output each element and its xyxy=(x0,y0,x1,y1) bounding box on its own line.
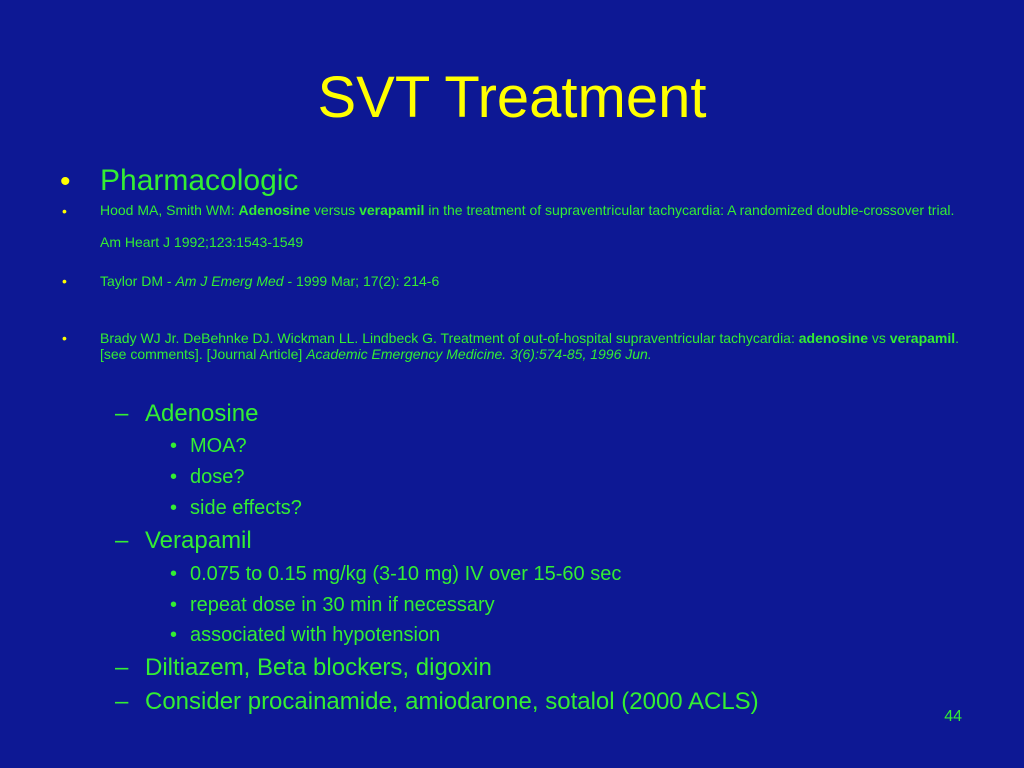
verapamil-item-hypotension: associated with hypotension xyxy=(190,624,441,646)
bullet-icon: • xyxy=(170,466,178,488)
ref-text: in the treatment of supraventricular tachycardia: A randomized double-crossover trial. Am Heart J 1992;123:1543-1549 xyxy=(100,202,955,250)
bullet-icon: • xyxy=(62,330,67,346)
ref-text: - 1999 Mar; 17(2): 214-6 xyxy=(283,273,440,289)
ref-bold: Adenosine xyxy=(238,202,311,218)
dash-icon: – xyxy=(115,654,129,681)
ref-bold: verapamil xyxy=(359,202,425,218)
dash-icon: – xyxy=(115,688,129,715)
page-number: 44 xyxy=(944,708,962,725)
bullet-icon: • xyxy=(170,624,178,646)
ref-text: versus xyxy=(310,202,360,218)
bullet-icon: • xyxy=(60,165,71,198)
dash-icon: – xyxy=(115,527,129,554)
bullet-icon: • xyxy=(170,563,178,585)
adenosine-heading: Adenosine xyxy=(145,400,259,427)
ref-bold: verapamil xyxy=(889,330,956,346)
adenosine-item-side-effects: side effects? xyxy=(190,497,302,519)
pharmacologic-heading: Pharmacologic xyxy=(100,164,299,197)
adenosine-item-moa: MOA? xyxy=(190,435,247,457)
ref-text: Hood MA, Smith WM: xyxy=(100,202,239,218)
verapamil-item-repeat: repeat dose in 30 min if necessary xyxy=(190,594,495,616)
bullet-icon: • xyxy=(170,497,178,519)
ref-italic: Am J Emerg Med xyxy=(175,273,284,289)
ref-bold: adenosine xyxy=(798,330,868,346)
verapamil-item-dosage: 0.075 to 0.15 mg/kg (3-10 mg) IV over 15-60 sec xyxy=(190,563,622,585)
ref-text: Taylor DM - xyxy=(100,273,176,289)
reference-brady xyxy=(100,330,970,362)
reference-hood xyxy=(100,194,970,258)
adenosine-item-dose: dose? xyxy=(190,466,245,488)
verapamil-heading: Verapamil xyxy=(145,527,252,554)
ref-text: vs xyxy=(868,330,890,346)
ref-text: . [see comments]. [Journal Article] xyxy=(100,330,960,362)
bullet-icon: • xyxy=(170,435,178,457)
acls-agents: Consider procainamide, amiodarone, sotalol (2000 ACLS) xyxy=(145,688,759,715)
bullet-icon: • xyxy=(62,273,67,289)
other-agents: Diltiazem, Beta blockers, digoxin xyxy=(145,654,492,681)
bullet-icon: • xyxy=(62,203,67,219)
bullet-icon: • xyxy=(170,594,178,616)
ref-italic: Academic Emergency Medicine. 3(6):574-85, 1996 Jun. xyxy=(306,346,652,362)
slide-title: SVT Treatment xyxy=(317,65,707,130)
ref-text: Brady WJ Jr. DeBehnke DJ. Wickman LL. Lindbeck G. Treatment of out-of-hospital supraventricular tachycardia: xyxy=(100,330,799,346)
reference-taylor xyxy=(100,272,970,290)
dash-icon: – xyxy=(115,400,129,427)
